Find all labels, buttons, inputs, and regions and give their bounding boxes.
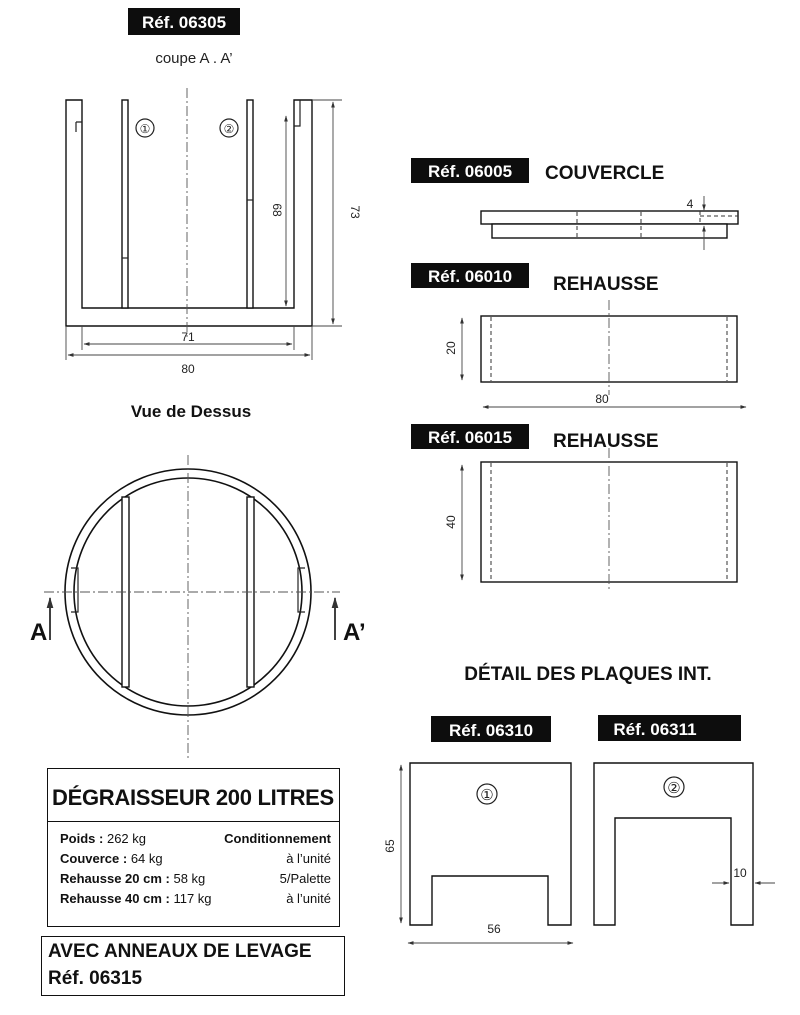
marker-1: ① <box>139 122 151 136</box>
dim-68: 68 <box>270 203 284 217</box>
rehausse40-drawing <box>444 448 737 592</box>
dim-40: 40 <box>444 515 458 529</box>
rehausse40-ref-text: Réf. 06015 <box>427 428 513 447</box>
dim-4: 4 <box>686 197 694 211</box>
rehausse20-title: REHAUSSE <box>553 274 659 295</box>
packaging-title: Conditionnement <box>224 831 331 846</box>
weight-label: Rehausse 40 cm : <box>60 891 170 906</box>
weight-value: 58 kg <box>173 871 206 886</box>
packaging-item: 5/Palette <box>279 871 331 886</box>
product-title: DÉGRAISSEUR 200 LITRES <box>52 785 334 810</box>
plate2-drawing <box>594 763 775 925</box>
product-title-rule <box>48 821 339 822</box>
main-ref-text: Réf. 06305 <box>141 13 227 32</box>
dim-20: 20 <box>444 341 458 355</box>
dim-56: 56 <box>487 922 501 936</box>
rehausse20-ref-text: Réf. 06010 <box>427 267 513 286</box>
top-view <box>30 455 366 760</box>
plate1-ref-text: Réf. 06310 <box>448 721 534 740</box>
detail-title: DÉTAIL DES PLAQUES INT. <box>464 664 712 685</box>
couvercle-ref-text: Réf. 06005 <box>427 162 513 181</box>
plate2-ref-text: Réf. 06311 <box>613 720 697 739</box>
rehausse20-drawing <box>444 300 746 407</box>
weight-row <box>60 831 146 846</box>
plate1-ref-badge <box>431 716 551 742</box>
rehausse40-ref-badge <box>411 424 529 449</box>
couvercle-ref-badge <box>411 158 529 183</box>
weight-row <box>60 871 205 886</box>
section-label-a-prime: A’ <box>343 619 366 646</box>
dim-80: 80 <box>181 362 195 376</box>
weight-row <box>60 891 212 906</box>
plate1-marker: ① <box>480 787 494 804</box>
packaging-item: à l’unité <box>286 851 331 866</box>
weight-row <box>60 851 163 866</box>
packaging-item: à l’unité <box>286 891 331 906</box>
dim-65: 65 <box>383 839 397 853</box>
dim-10: 10 <box>733 866 747 880</box>
plate2-ref-badge <box>598 715 741 741</box>
dim-71: 71 <box>181 330 195 344</box>
section-caption: coupe A . A’ <box>155 50 233 67</box>
marker-2: ② <box>223 122 235 136</box>
main-ref-badge <box>128 8 240 35</box>
product-info-box <box>47 768 340 927</box>
dim-73: 73 <box>348 205 362 219</box>
section-view <box>66 88 362 376</box>
lifting-line1: AVEC ANNEAUX DE LEVAGE <box>48 941 312 962</box>
lifting-ref: Réf. 06315 <box>48 968 143 989</box>
rehausse20-ref-badge <box>411 263 529 288</box>
section-label-a: A <box>30 619 48 646</box>
weight-label: Rehausse 20 cm : <box>60 871 170 886</box>
dim-80-rehausse: 80 <box>595 392 609 406</box>
couvercle-drawing <box>481 196 738 250</box>
weight-label: Couverce : <box>60 851 128 866</box>
top-view-title: Vue de Dessus <box>130 402 252 421</box>
plate1-drawing <box>383 763 573 943</box>
weight-value: 64 kg <box>130 851 163 866</box>
rehausse40-title: REHAUSSE <box>553 431 659 452</box>
lifting-box <box>41 936 345 996</box>
plate2-marker: ② <box>667 780 681 797</box>
weight-value: 262 kg <box>106 831 147 846</box>
couvercle-title: COUVERCLE <box>545 163 665 184</box>
weight-value: 117 kg <box>173 891 212 906</box>
weight-label: Poids : <box>60 831 104 846</box>
